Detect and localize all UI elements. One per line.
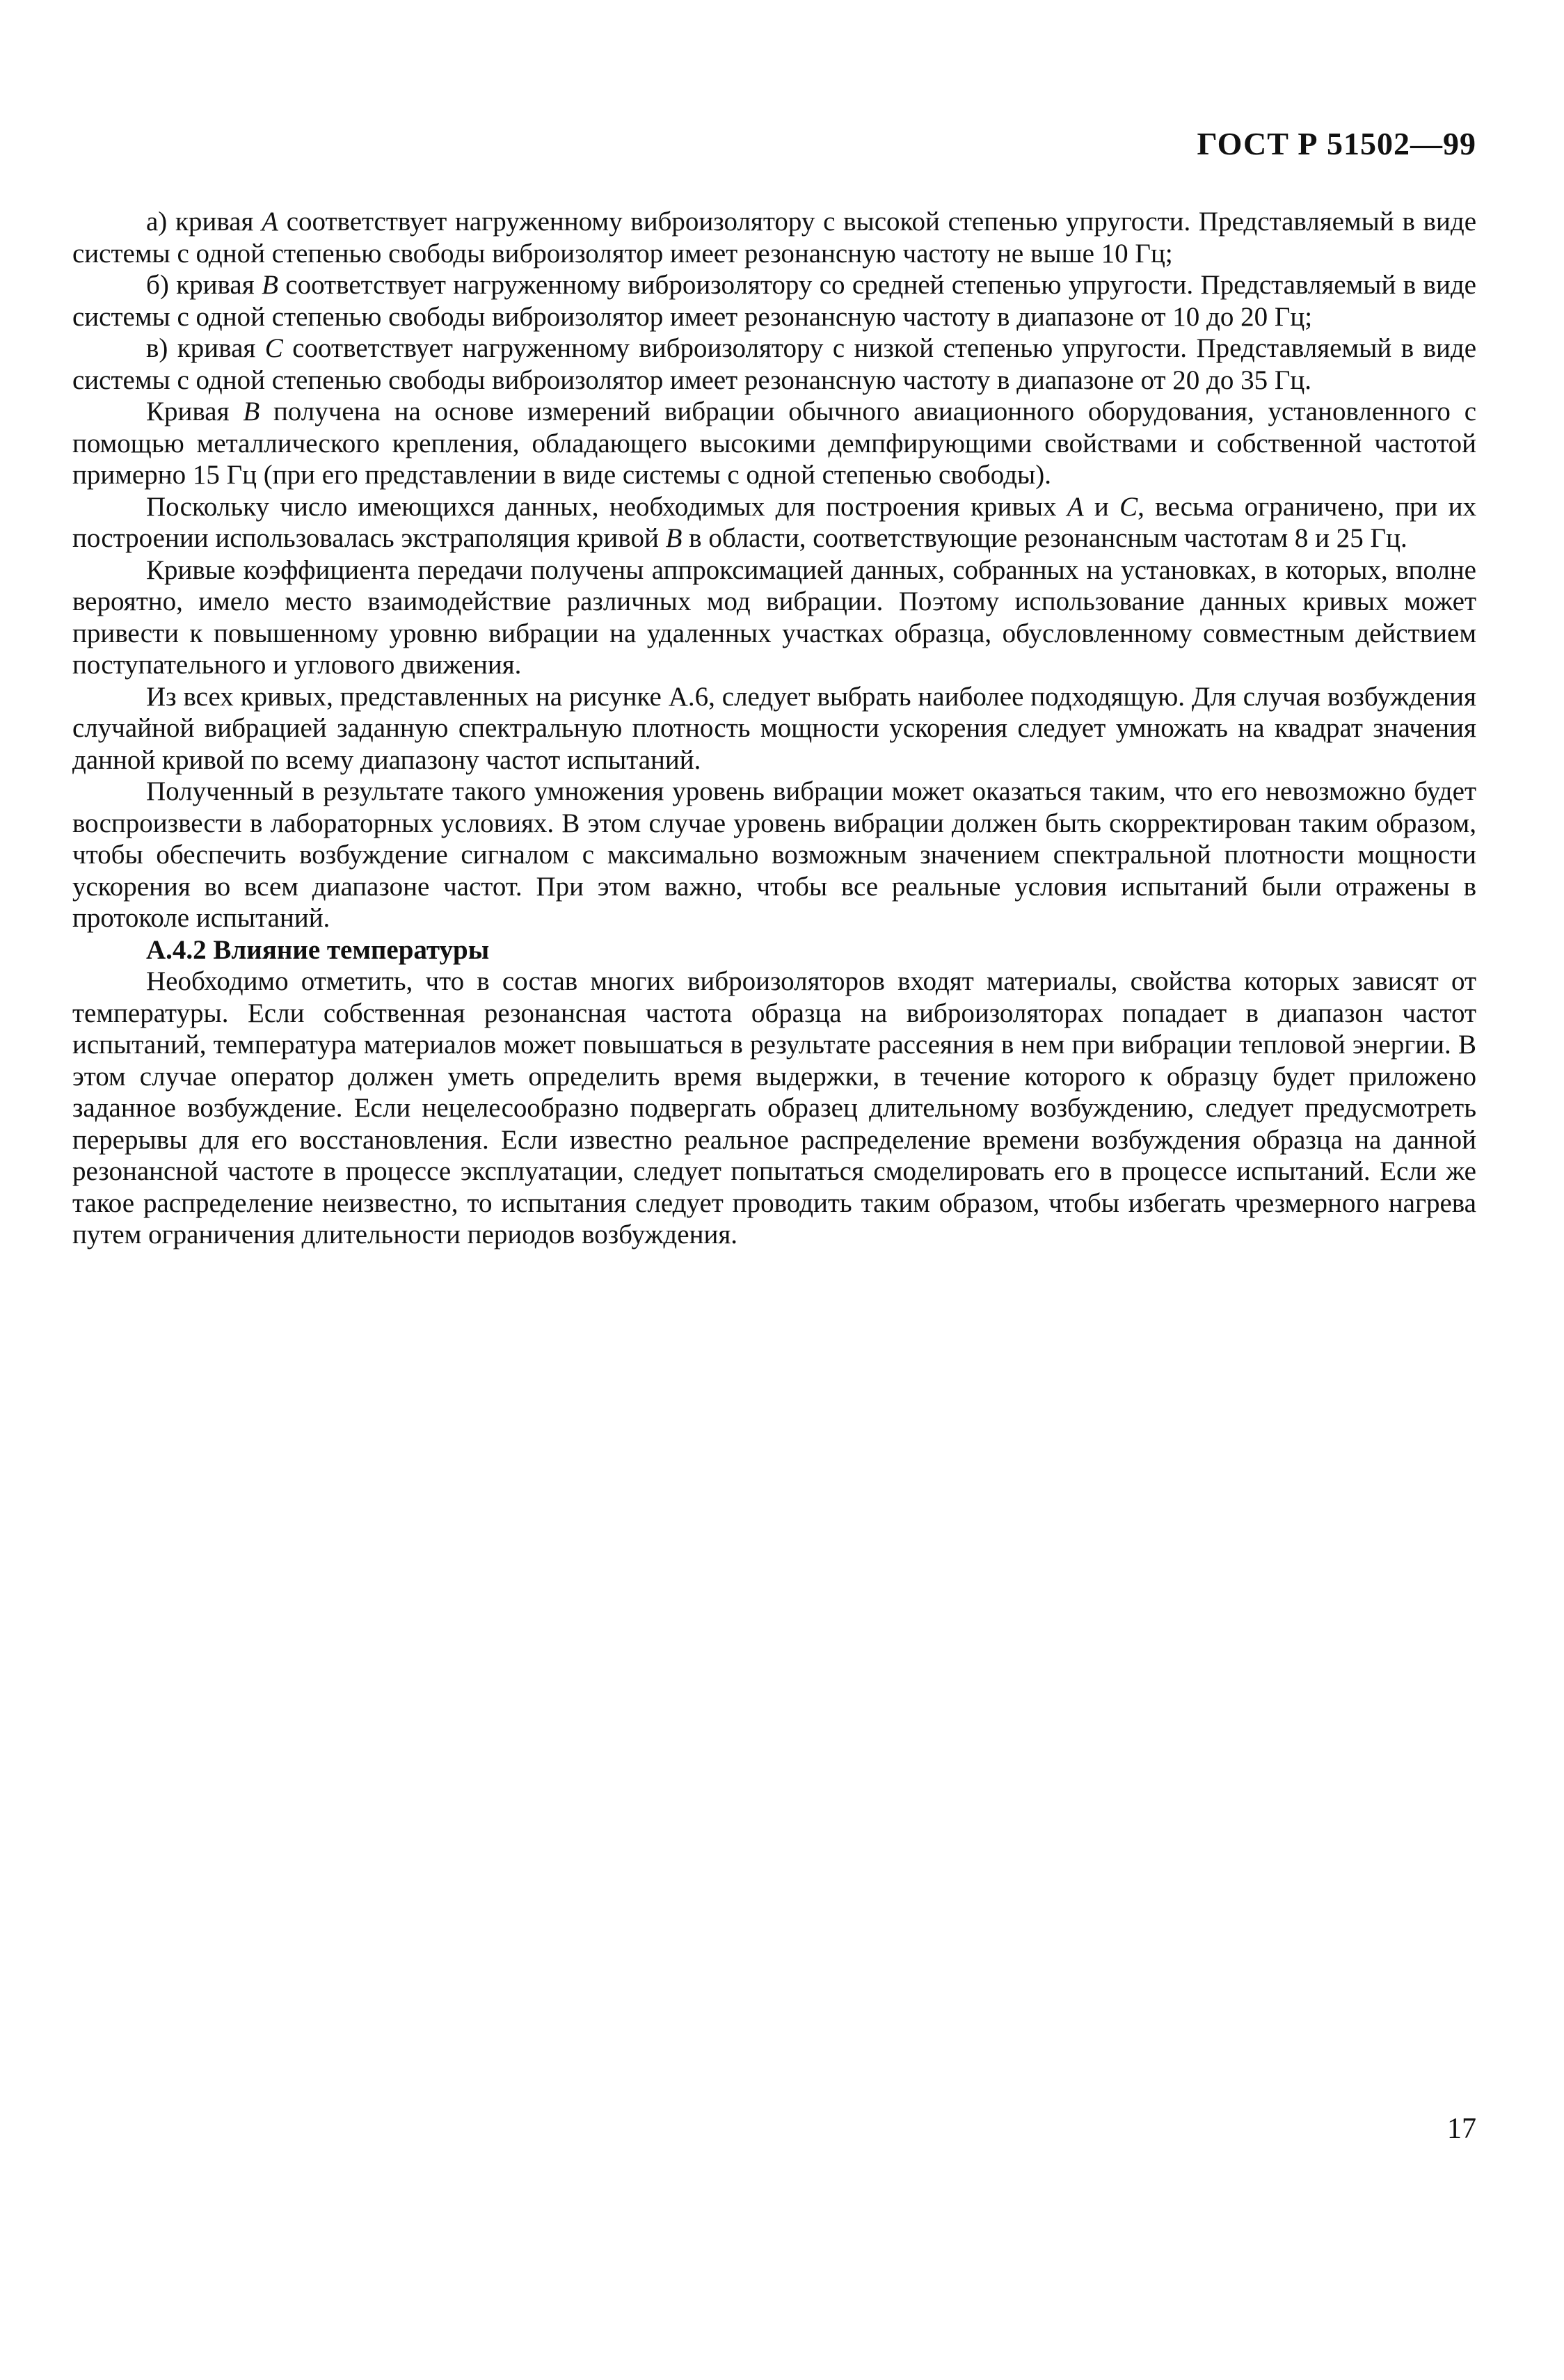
standard-header: ГОСТ Р 51502—99 <box>1197 126 1476 161</box>
paragraph-curve-b <box>72 269 1476 333</box>
text-run: б) кривая <box>146 270 262 300</box>
text-run: соответствует нагруженному виброизолятору с высокой степенью упругости. Представляемый в виде системы с одной степенью свободы виброизолятор имеет резонансную частоту не выше 10 Гц; <box>72 207 1476 269</box>
curve-label: B <box>243 397 260 426</box>
paragraph-curve-b-origin <box>72 396 1476 491</box>
paragraph-extrapolation <box>72 491 1476 554</box>
text-run: и <box>1083 491 1120 522</box>
text-run: соответствует нагруженному виброизолятору с низкой степенью упругости. Представляемый в виде системы с одной степенью свободы виброизолятор имеет резонансную частоту в диапазоне от 20 до 35 Гц. <box>72 333 1477 395</box>
text-run: получена на основе измерений вибрации обычного авиационного оборудования, установленного с помощью металлического крепления, обладающего высокими демпфирующими свойствами и собственной частотой примерно 15 Гц (при его представлении в виде системы с одной степенью свободы). <box>72 397 1476 490</box>
paragraph-curve-a <box>72 206 1476 269</box>
paragraph-temperature: Необходимо отметить, что в состав многих виброизоляторов входят материалы, свойства которых зависят от температуры. Если собственная резонансная частота образца на виброизоляторах попадает в диапазон частот испытаний, температура материалов может повышаться в результате рассеяния в нем при вибрации тепловой энергии. В этом случае оператор должен уметь определить время выдержки, в течение которого к образцу будет приложено заданное возбуждение. Если нецелесообразно подвергать образец длительному возбуждению, следует предусмотреть перерывы для его восстановления. Если известно реальное распределение времени возбуждения образца на данной резонансной частоте в процессе эксплуатации, следует попытаться смоделировать его в процессе испытаний. Если же такое распределение неизвестно, то испытания следует проводить таким образом, чтобы избегать чрезмерного нагрева путем ограничения длительности периодов возбуждения. <box>72 966 1476 1249</box>
paragraph-transmission-curves: Кривые коэффициента передачи получены аппроксимацией данных, собранных на установках, в которых, вполне вероятно, имело место взаимодействие различных мод вибрации. Поэтому использование данных кривых может привести к повышенному уровню вибрации на удаленных участках образца, обусловленному совместным действием поступательного и углового движения. <box>72 554 1476 680</box>
text-run: соответствует нагруженному виброизолятору со средней степенью упругости. Представляемый в виде системы с одной степенью свободы виброизолятор имеет резонансную частоту в диапазоне от 10 до 20 Гц; <box>72 270 1476 332</box>
curve-label: C <box>1119 491 1138 522</box>
text-run: в) кривая <box>146 333 265 363</box>
page-number: 17 <box>1447 2113 1476 2145</box>
curve-label: A <box>1067 491 1084 522</box>
curve-label: B <box>262 270 278 300</box>
paragraph-curve-selection: Из всех кривых, представленных на рисунке А.6, следует выбрать наиболее подходящую. Для случая возбуждения случайной вибрацией заданную спектральную плотность мощности ускорения следует умножать на квадрат значения данной кривой по всему диапазону частот испытаний. <box>72 681 1476 775</box>
text-run: Поскольку число имеющихся данных, необходимых для построения кривых <box>146 491 1067 522</box>
curve-label: A <box>262 207 278 237</box>
text-run: Кривая <box>146 397 244 426</box>
paragraph-curve-c <box>72 333 1476 396</box>
text-run: в области, соответствующие резонансным частотам 8 и 25 Гц. <box>682 523 1407 553</box>
curve-label: C <box>264 333 283 363</box>
body-text <box>72 206 1476 1251</box>
text-run: , весьма ограничено, при их построении использовалась экстраполяция кривой <box>72 491 1476 553</box>
curve-label: B <box>665 523 683 553</box>
section-heading-temperature: А.4.2 Влияние температуры <box>146 934 490 965</box>
text-run: а) кривая <box>146 207 262 237</box>
paragraph-vibration-level: Полученный в результате такого умножения уровень вибрации может оказаться таким, что его невозможно будет воспроизвести в лабораторных условиях. В этом случае уровень вибрации должен быть скорректирован таким образом, чтобы обеспечить возбуждение сигналом с максимально возможным значением спектральной плотности мощности ускорения во всем диапазоне частот. При этом важно, чтобы все реальные условия испытаний были отражены в протоколе испытаний. <box>72 776 1476 933</box>
